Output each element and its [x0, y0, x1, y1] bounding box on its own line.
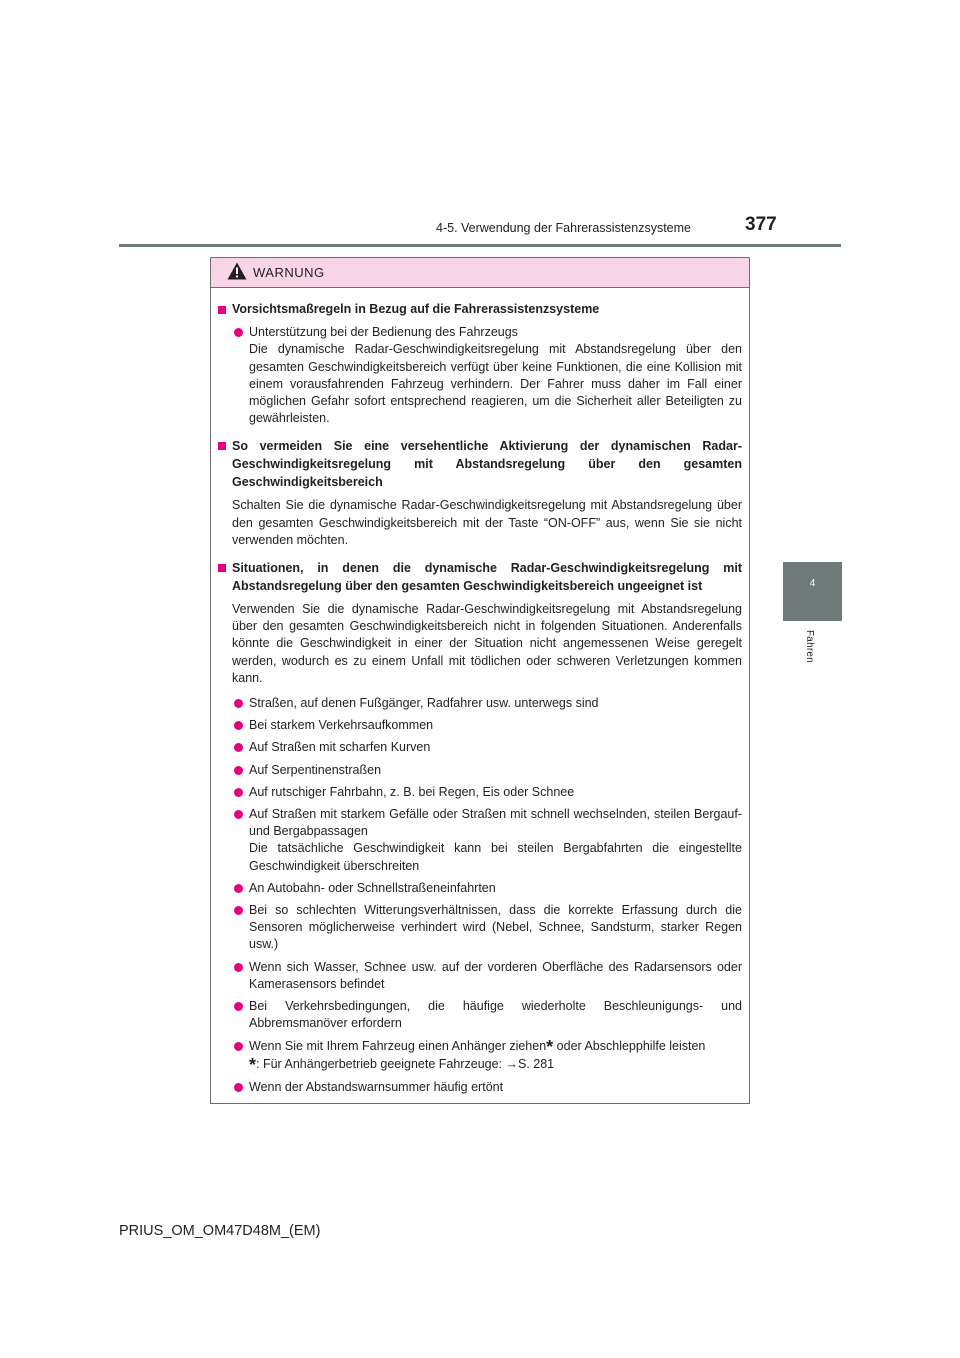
square-bullet-icon — [218, 442, 226, 450]
circle-bullet-icon — [234, 1042, 243, 1051]
list-item — [232, 998, 742, 1032]
bullet-text: Die dynamische Radar-Geschwindigkeitsregelung mit Abstandsregelung über den gesamten Geschwindigkeitsbereich verfügt über keine Funktionen, die eine Kollision mit einem vorausfahrenden Fahrzeug verhindern. Der Fahrer muss daher im Fall einer möglichen Gefahr sofort entsprechend reagieren, um die Sicherheit aller Beteiligten zu gewährleisten. — [249, 342, 742, 426]
header-divider — [119, 244, 841, 247]
warning-title: WARNUNG — [253, 265, 325, 280]
warning-box — [210, 257, 750, 1104]
bullet-text: Auf rutschiger Fahrbahn, z. B. bei Regen, Eis oder Schnee — [249, 784, 575, 799]
circle-bullet-icon — [234, 766, 243, 775]
warning-triangle-icon — [227, 262, 247, 280]
list-item — [232, 324, 742, 427]
warning-content — [211, 288, 749, 1096]
bullet-text: Auf Serpentinenstraßen — [249, 762, 382, 777]
circle-bullet-icon — [234, 743, 243, 752]
circle-bullet-icon — [234, 810, 243, 819]
list-item — [232, 880, 742, 897]
circle-bullet-icon — [234, 721, 243, 730]
section-heading: So vermeiden Sie eine versehentliche Aktivierung der dynamischen Radar-Geschwindigkeitsregelung mit Abstandsregelung über den gesamten Geschwindigkeitsbereich — [232, 439, 742, 490]
section-title: 4-5. Verwendung der Fahrerassistenzsysteme — [436, 221, 691, 235]
bullet-text: Wenn Sie mit Ihrem Fahrzeug einen Anhänger ziehen — [249, 1038, 547, 1053]
square-bullet-icon — [218, 564, 226, 572]
bullet-note: Die tatsächliche Geschwindigkeit kann bei steilen Bergabfahrten die eingestellte Geschwindigkeit überschreiten — [249, 841, 742, 873]
bullet-text: Wenn sich Wasser, Schnee usw. auf der vorderen Oberfläche des Radarsensors oder Kamerasensors befindet — [249, 959, 742, 991]
section-heading: Vorsichtsmaßregeln in Bezug auf die Fahrerassistenzsysteme — [232, 302, 600, 316]
warning-section — [218, 437, 742, 549]
warning-header — [211, 258, 749, 288]
list-item — [232, 784, 742, 801]
bullet-label: Unterstützung bei der Bedienung des Fahrzeugs — [249, 325, 518, 340]
footnote-text: : Für Anhängerbetrieb geeignete Fahrzeuge: →S. 281 — [256, 1056, 555, 1071]
list-item — [232, 1079, 742, 1096]
bullet-text: Bei Verkehrsbedingungen, die häufige wiederholte Beschleunigungs- und Abbremsmanöver erfordern — [249, 999, 742, 1031]
list-item — [232, 902, 742, 954]
circle-bullet-icon — [234, 699, 243, 708]
circle-bullet-icon — [234, 884, 243, 893]
list-item — [232, 717, 742, 734]
bullet-text: Bei starkem Verkehrsaufkommen — [249, 718, 434, 733]
circle-bullet-icon — [234, 963, 243, 972]
bullet-text-end: oder Abschlepphilfe leisten — [553, 1038, 706, 1053]
list-item — [232, 695, 742, 712]
section-text: Verwenden Sie die dynamische Radar-Geschwindigkeitsregelung mit Abstandsregelung über den gesamten Geschwindigkeitsbereich nicht in folgenden Situationen. Anderenfalls könnte die Geschwindigkeit in einer der Situation nicht angemessenen Weise geregelt werden, wodurch es zu einem Unfall mit tödlichen oder schweren Verletzungen kommen kann. — [232, 602, 742, 685]
circle-bullet-icon — [234, 328, 243, 337]
chapter-tab — [783, 562, 842, 621]
list-item — [232, 806, 742, 875]
list-item — [232, 959, 742, 993]
bullet-text: Auf Straßen mit scharfen Kurven — [249, 740, 431, 755]
section-heading: Situationen, in denen die dynamische Radar-Geschwindigkeitsregelung mit Abstandsregelung über den gesamten Geschwindigkeitsbereich ungeeignet ist — [232, 561, 742, 594]
footnote-marker: * — [546, 1036, 554, 1057]
circle-bullet-icon — [234, 788, 243, 797]
bullet-text: Bei so schlechten Witterungsverhältnissen, dass die korrekte Erfassung durch die Sensoren möglicherweise verhindert wird (Nebel, Schnee, Sandsturm, starker Regen usw.) — [249, 903, 742, 952]
document-code: PRIUS_OM_OM47D48M_(EM) — [119, 1223, 321, 1239]
warning-section — [218, 301, 742, 427]
list-item — [232, 739, 742, 756]
list-item — [232, 1038, 742, 1074]
page-number: 377 — [745, 214, 777, 235]
circle-bullet-icon — [234, 1083, 243, 1092]
circle-bullet-icon — [234, 1002, 243, 1011]
bullet-text: Straßen, auf denen Fußgänger, Radfahrer usw. unterwegs sind — [249, 696, 599, 711]
bullet-text: Wenn der Abstandswarnsummer häufig ertönt — [249, 1079, 504, 1094]
bullet-text: An Autobahn- oder Schnellstraßeneinfahrten — [249, 880, 496, 895]
chapter-number: 4 — [809, 578, 816, 589]
chapter-label: Fahren — [804, 630, 815, 663]
list-item — [232, 762, 742, 779]
circle-bullet-icon — [234, 906, 243, 915]
square-bullet-icon — [218, 306, 226, 314]
warning-section — [218, 559, 742, 1096]
bullet-text: Auf Straßen mit starkem Gefälle oder Straßen mit schnell wechselnden, steilen Bergauf- und Bergabpassagen — [249, 807, 742, 839]
section-text: Schalten Sie die dynamische Radar-Geschwindigkeitsregelung mit Abstandsregelung über den gesamten Geschwindigkeitsbereich mit der Taste “ON-OFF” aus, wenn Sie sie nicht verwenden möchten. — [232, 498, 742, 547]
footnote-marker: * — [249, 1054, 257, 1075]
